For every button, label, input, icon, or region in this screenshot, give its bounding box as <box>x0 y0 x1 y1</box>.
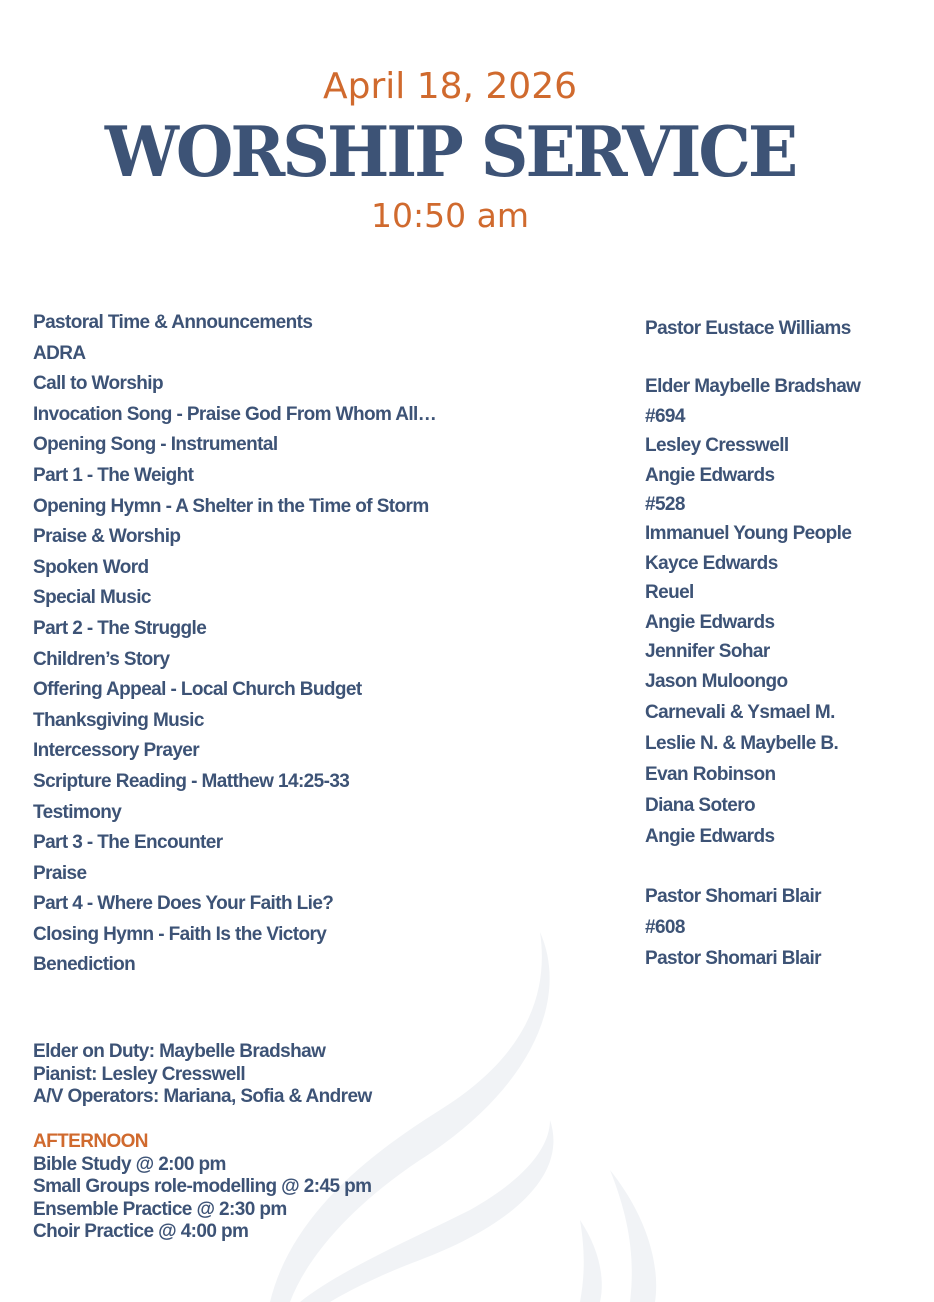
afternoon-section <box>33 1131 593 1244</box>
participant: Lesley Cresswell <box>645 435 789 457</box>
service-date: April 18, 2026 <box>322 66 578 107</box>
participant: Pastor Shomari Blair <box>645 948 821 970</box>
participants-list <box>645 314 925 974</box>
program-item: Intercessory Prayer <box>33 740 200 762</box>
participant: Kayce Edwards <box>645 552 778 574</box>
participant: #608 <box>645 917 685 939</box>
afternoon-item: Bible Study @ 2:00 pm <box>33 1153 226 1175</box>
program-item: Spoken Word <box>33 556 149 578</box>
program-item: Invocation Song - Praise God From Whom All… <box>33 403 437 425</box>
program-item: Praise & Worship <box>33 526 181 548</box>
page-title: WORSHIP SERVICE <box>104 111 796 193</box>
participant: Angie Edwards <box>645 826 775 848</box>
participant: Pastor Eustace Williams <box>645 318 851 339</box>
program-item: Special Music <box>33 587 151 609</box>
program-item: Closing Hymn - Faith Is the Victory <box>33 923 327 945</box>
program-item: Part 2 - The Struggle <box>33 617 207 639</box>
participant: Pastor Shomari Blair <box>645 886 821 908</box>
participant: Diana Sotero <box>645 795 755 817</box>
program-item: Offering Appeal - Local Church Budget <box>33 679 362 701</box>
program-item: Pastoral Time & Announcements <box>33 312 313 333</box>
duty-roster <box>33 1041 593 1109</box>
participant: Evan Robinson <box>645 764 776 786</box>
elder-on-duty: Elder on Duty: Maybelle Bradshaw <box>33 1041 326 1062</box>
participant: Reuel <box>645 582 694 604</box>
program-item: Call to Worship <box>33 373 163 395</box>
program-item: Thanksgiving Music <box>33 709 204 731</box>
program-item: Part 4 - Where Does Your Faith Lie? <box>33 893 334 915</box>
program-item: ADRA <box>33 342 86 364</box>
afternoon-item: Choir Practice @ 4:00 pm <box>33 1221 249 1242</box>
participant: Angie Edwards <box>645 611 775 633</box>
program-item: Benediction <box>33 954 136 976</box>
av-operators: A/V Operators: Mariana, Sofia & Andrew <box>33 1086 372 1107</box>
program-item: Part 1 - The Weight <box>33 464 194 486</box>
participant: Jason Muloongo <box>645 671 788 693</box>
participant: #694 <box>645 405 685 427</box>
program-items-list <box>33 308 593 981</box>
program-item: Opening Song - Instrumental <box>33 434 278 456</box>
participant: Elder Maybelle Bradshaw <box>645 376 861 398</box>
participant: Jennifer Sohar <box>645 640 770 662</box>
program-item: Part 3 - The Encounter <box>33 832 223 854</box>
program-item: Testimony <box>33 801 122 823</box>
service-time: 10:50 am <box>371 196 529 235</box>
participant: Immanuel Young People <box>645 523 852 545</box>
participant: Carnevali & Ysmael M. <box>645 702 835 724</box>
program-item: Praise <box>33 862 87 884</box>
participant: Angie Edwards <box>645 464 775 486</box>
participant: #528 <box>645 493 685 515</box>
program-item: Scripture Reading - Matthew 14:25-33 <box>33 770 350 792</box>
afternoon-item: Small Groups role-modelling @ 2:45 pm <box>33 1176 372 1197</box>
program-item: Opening Hymn - A Shelter in the Time of Storm <box>33 495 429 517</box>
participant: Leslie N. & Maybelle B. <box>645 733 839 755</box>
afternoon-item: Ensemble Practice @ 2:30 pm <box>33 1198 287 1220</box>
program-item: Children’s Story <box>33 648 170 670</box>
pianist: Pianist: Lesley Cresswell <box>33 1063 246 1085</box>
afternoon-heading: AFTERNOON <box>33 1131 148 1152</box>
